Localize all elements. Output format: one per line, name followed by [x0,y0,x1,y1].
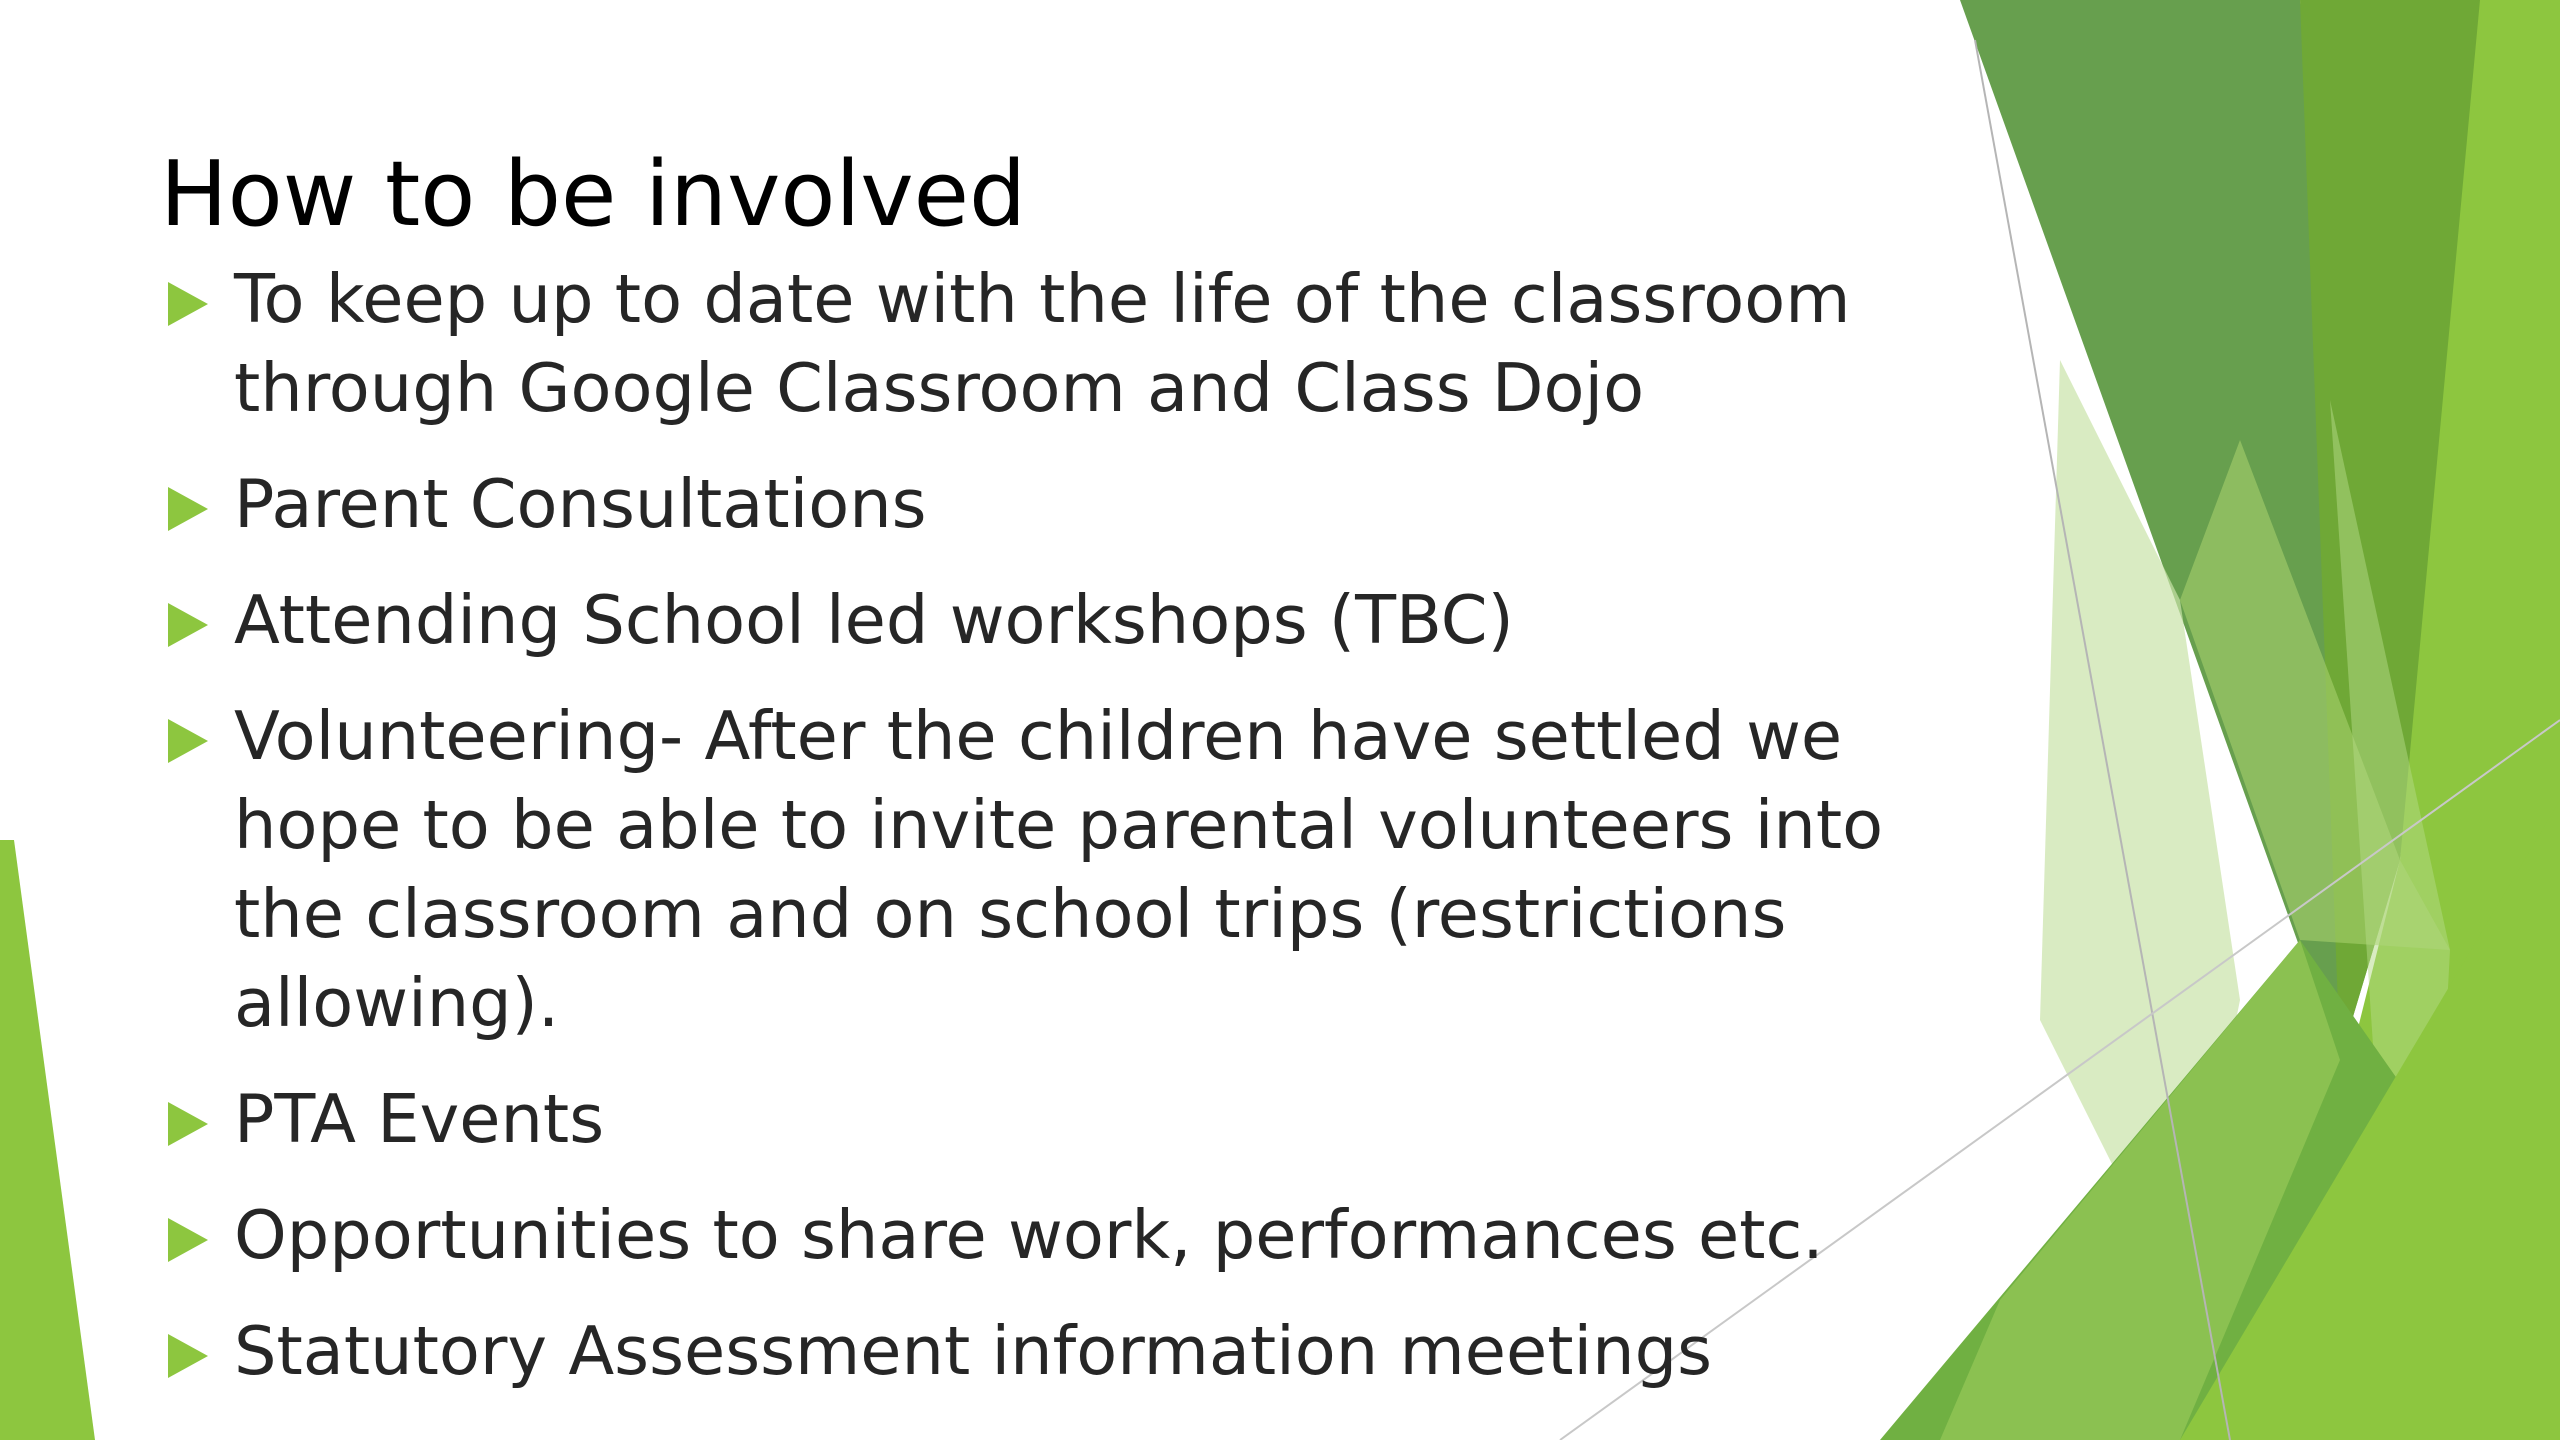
bullet-item [162,1075,1942,1164]
slide-title: How to be involved [160,142,1027,247]
triangle-right-icon [168,1102,208,1146]
bullet-text: Volunteering- After the children have settled we hope to be able to invite parental volunteers into the classroom and on school trips (restrictions allowing). [234,697,1884,1042]
triangle-right-icon [168,282,208,326]
bullet-item [162,692,1942,1048]
triangle-right-icon [168,603,208,647]
bullet-text: PTA Events [234,1080,605,1158]
bullet-list [162,255,1942,1396]
bullet-item [162,1307,1942,1396]
bullet-item [162,460,1942,549]
triangle-right-icon [168,1334,208,1378]
left-green-sliver [0,840,95,1440]
triangle-right-icon [168,1218,208,1262]
bullet-text: To keep up to date with the life of the classroom through Google Classroom and Class Dojo [234,260,1851,427]
triangle-right-icon [168,719,208,763]
bullet-text: Attending School led workshops (TBC) [234,581,1514,659]
triangle-right-icon [168,487,208,531]
bullet-item [162,576,1942,665]
bullet-item [162,255,1942,433]
bullet-text: Opportunities to share work, performances etc. [234,1196,1824,1274]
bullet-text: Statutory Assessment information meetings [234,1312,1713,1390]
bullet-text: Parent Consultations [234,465,927,543]
bullet-item [162,1191,1942,1280]
